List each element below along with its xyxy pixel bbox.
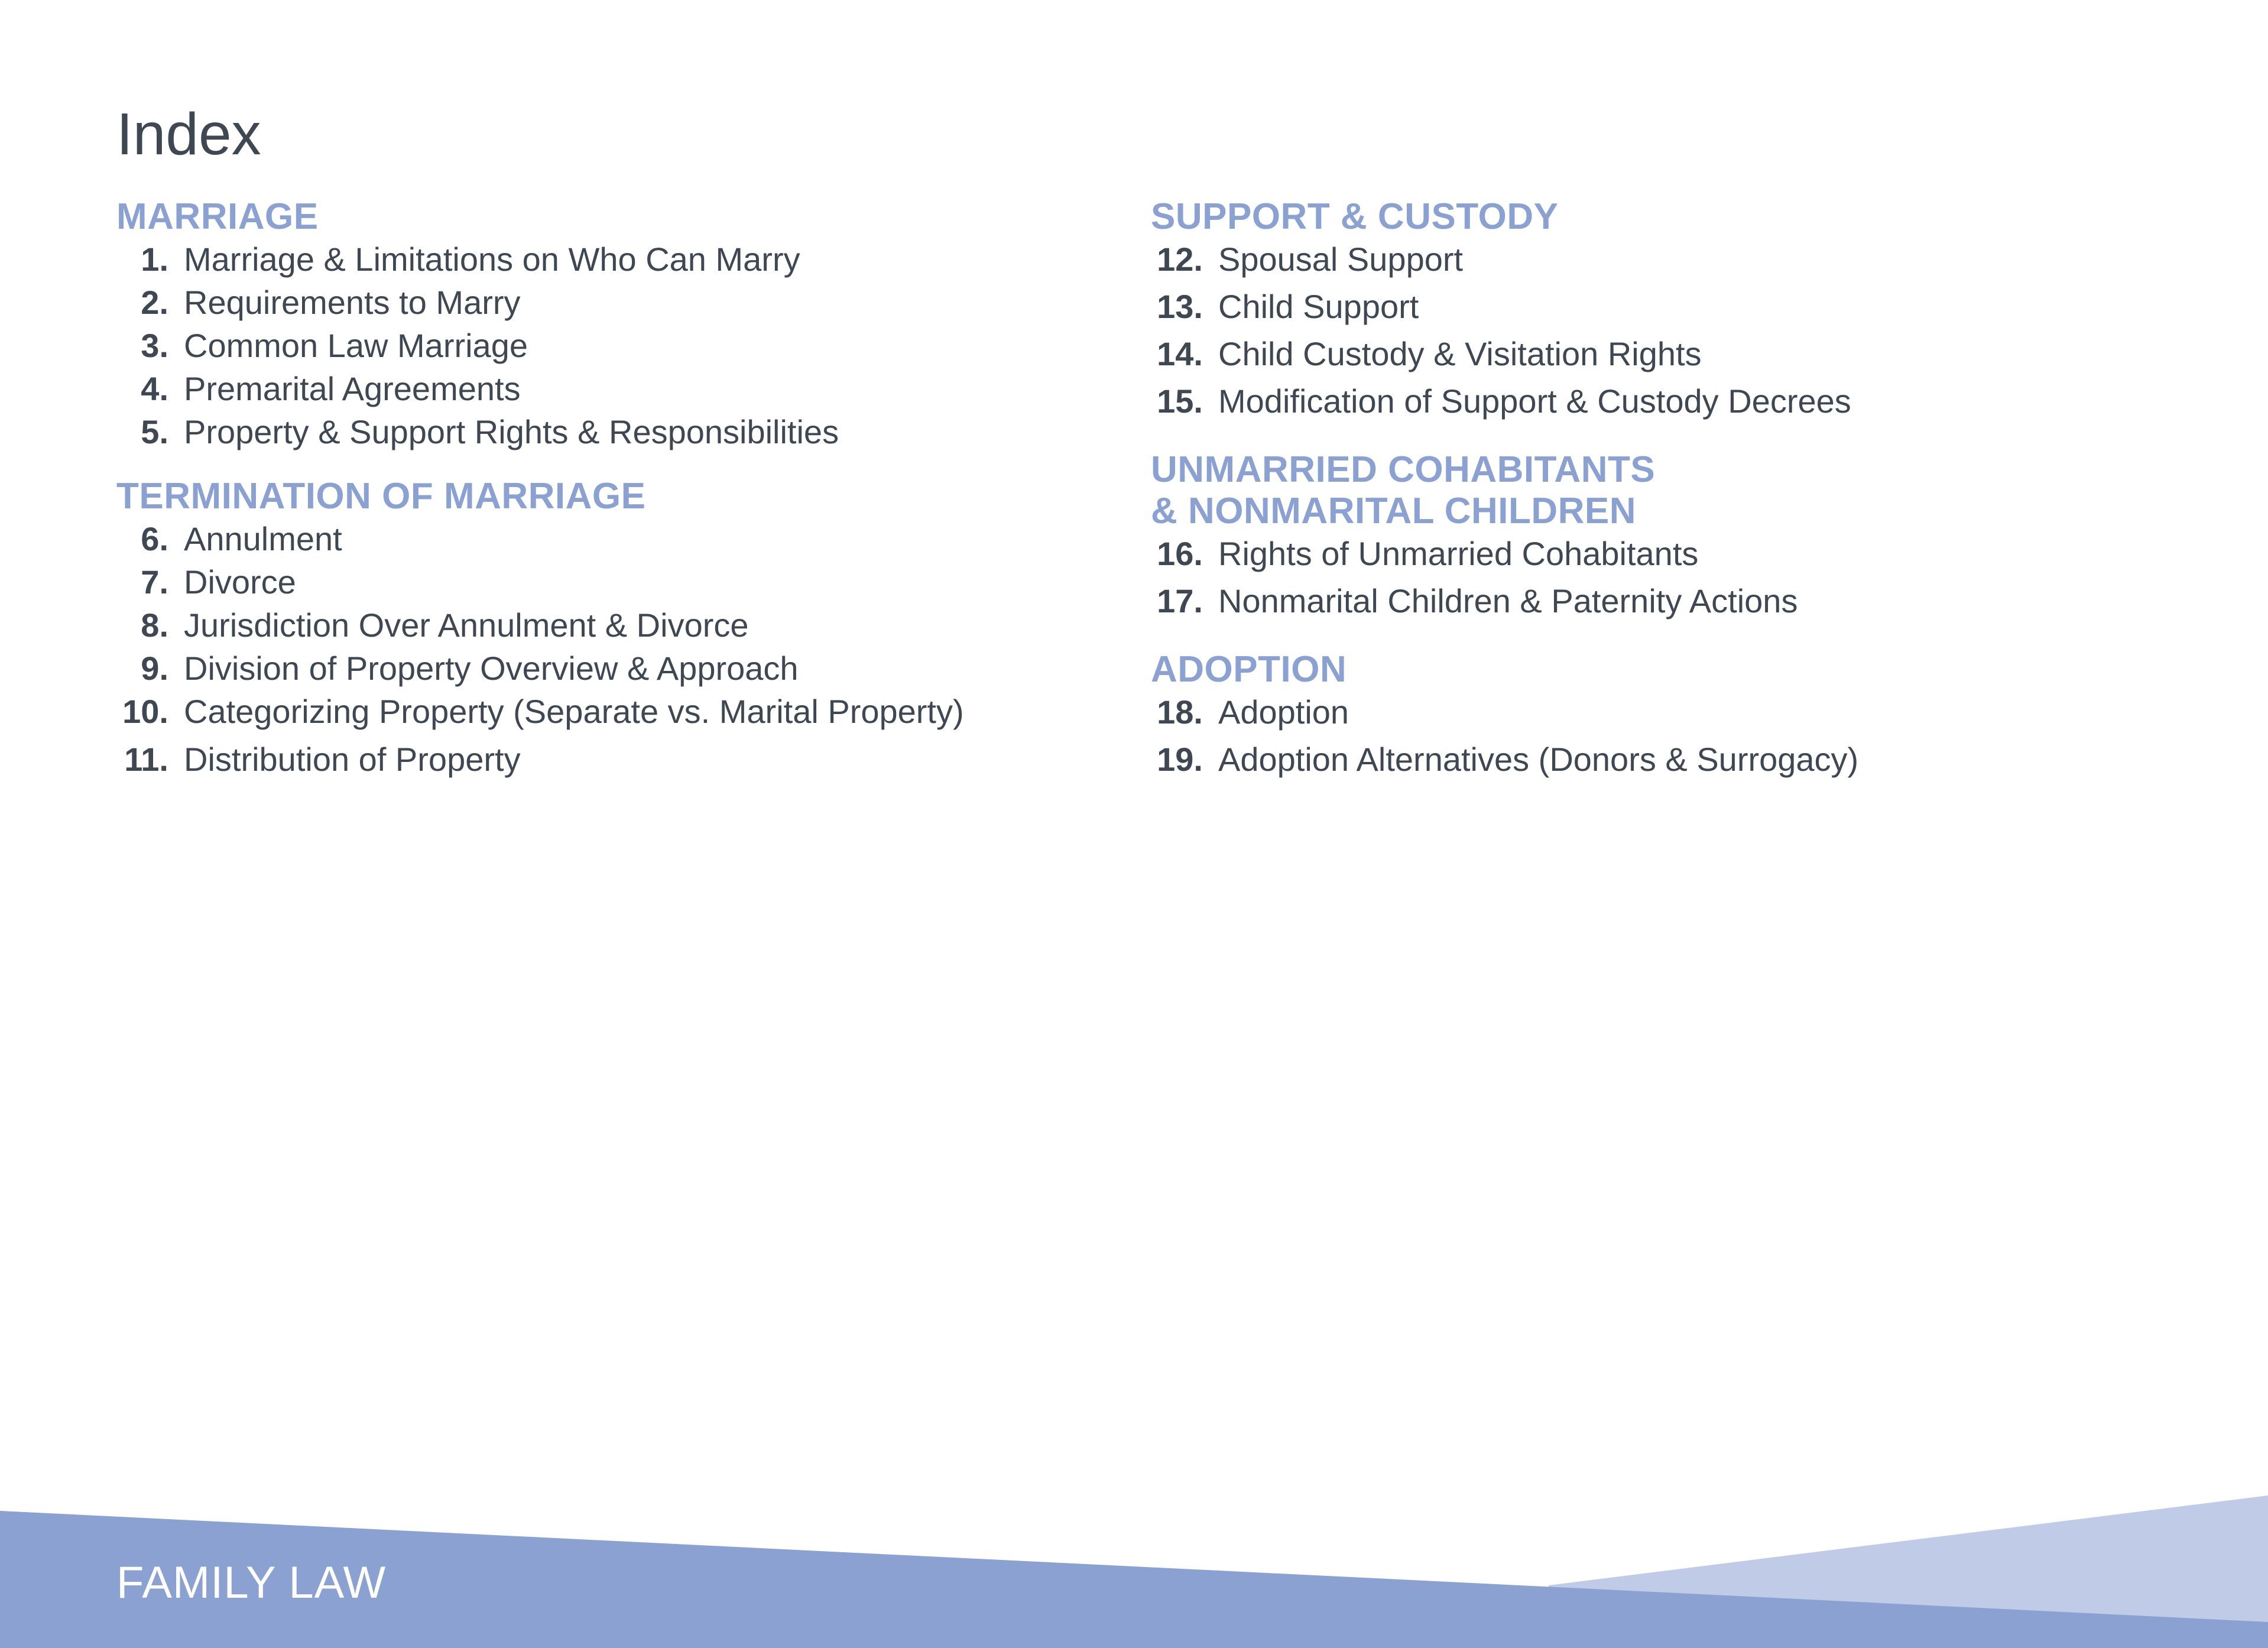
index-item[interactable] — [1151, 690, 2215, 738]
item-label: Divorce — [184, 563, 296, 601]
index-item[interactable] — [1151, 532, 2215, 579]
item-number: 4. — [141, 370, 168, 407]
index-item[interactable] — [1151, 738, 2215, 785]
footer-label: FAMILY LAW — [116, 1558, 387, 1608]
section-termination-of-marriage — [116, 476, 1145, 781]
section-heading: SUPPORT & CUSTODY — [1151, 196, 1559, 237]
item-label: Division of Property Overview & Approach — [184, 650, 799, 687]
item-label: Adoption — [1218, 693, 1349, 731]
section-support-custody — [1151, 196, 2215, 427]
item-number: 7. — [141, 563, 168, 601]
item-label: Jurisdiction Over Annulment & Divorce — [184, 606, 749, 644]
item-label: Nonmarital Children & Paternity Actions — [1218, 582, 1798, 619]
item-label: Categorizing Property (Separate vs. Marital Property) — [184, 693, 964, 730]
item-number: 11. — [124, 741, 168, 778]
index-item[interactable] — [116, 367, 1145, 410]
index-item[interactable] — [116, 690, 1145, 738]
index-item[interactable] — [1151, 238, 2215, 285]
section-unmarried-cohabitants — [1151, 449, 2215, 627]
item-number: 3. — [141, 327, 168, 364]
item-number: 13. — [1157, 288, 1203, 325]
item-number: 9. — [141, 650, 168, 687]
item-label: Premarital Agreements — [184, 370, 521, 407]
index-item[interactable] — [116, 560, 1145, 604]
index-item[interactable] — [116, 738, 1145, 781]
index-item[interactable] — [1151, 579, 2215, 627]
item-number: 2. — [141, 284, 168, 321]
item-number: 18. — [1157, 693, 1203, 731]
section-heading: & NONMARITAL CHILDREN — [1151, 491, 1637, 531]
index-item[interactable] — [1151, 332, 2215, 379]
item-label: Child Custody & Visitation Rights — [1218, 335, 1702, 372]
section-heading: UNMARRIED COHABITANTS — [1151, 449, 1656, 490]
item-number: 17. — [1157, 582, 1203, 619]
index-item[interactable] — [1151, 285, 2215, 332]
section-heading: MARRIAGE — [116, 196, 319, 237]
item-number: 8. — [141, 606, 168, 644]
item-number: 16. — [1157, 535, 1203, 572]
item-label: Annulment — [184, 520, 342, 557]
index-column-left — [116, 196, 1145, 803]
index-item[interactable] — [1151, 379, 2215, 427]
index-item[interactable] — [116, 238, 1145, 281]
item-number: 1. — [141, 241, 168, 278]
item-number: 19. — [1157, 741, 1203, 778]
section-adoption — [1151, 649, 2215, 785]
index-item[interactable] — [116, 410, 1145, 453]
item-number: 14. — [1157, 335, 1203, 372]
item-number: 6. — [141, 520, 168, 557]
item-label: Marriage & Limitations on Who Can Marry — [184, 241, 800, 278]
item-label: Distribution of Property — [184, 741, 521, 778]
item-number: 12. — [1157, 241, 1203, 278]
item-label: Child Support — [1218, 288, 1419, 325]
index-column-right — [1151, 196, 2215, 807]
index-item[interactable] — [116, 604, 1145, 647]
section-heading: ADOPTION — [1151, 649, 1347, 690]
index-item[interactable] — [116, 517, 1145, 560]
item-label: Rights of Unmarried Cohabitants — [1218, 535, 1699, 572]
item-number: 15. — [1157, 382, 1203, 420]
item-label: Common Law Marriage — [184, 327, 528, 364]
item-label: Requirements to Marry — [184, 284, 521, 321]
index-item[interactable] — [116, 647, 1145, 690]
item-number: 10. — [122, 693, 168, 730]
item-number: 5. — [141, 413, 168, 450]
page-title: Index — [116, 101, 261, 167]
item-label: Adoption Alternatives (Donors & Surrogacy) — [1218, 741, 1859, 778]
index-item[interactable] — [116, 324, 1145, 367]
section-heading: TERMINATION OF MARRIAGE — [116, 476, 646, 517]
item-label: Modification of Support & Custody Decrees — [1218, 382, 1851, 420]
item-label: Property & Support Rights & Responsibilities — [184, 413, 839, 450]
index-item[interactable] — [116, 281, 1145, 324]
section-marriage — [116, 196, 1145, 453]
item-label: Spousal Support — [1218, 241, 1464, 278]
